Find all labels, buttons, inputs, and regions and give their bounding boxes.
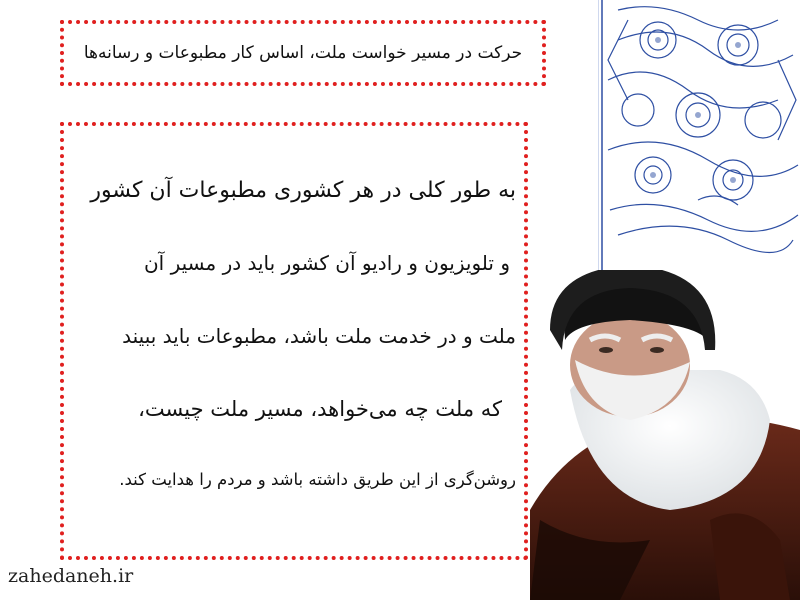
quote-line-2: و تلویزیون و رادیو آن کشور باید در مسیر آن [143,251,510,275]
title-box [60,20,546,86]
quote-line-4: که ملت چه می‌خواهد، مسیر ملت چیست، [138,397,502,421]
arabesque-ornament-icon [598,0,800,270]
quote-line-1: به طور کلی در هر کشوری مطبوعات آن کشور [90,178,516,203]
quote-line-3: ملت و در خدمت ملت باشد، مطبوعات باید ببیند [122,324,516,348]
portrait-image [530,270,800,600]
quote-line-5: روشن‌گری از این طریق داشته باشد و مردم را هدایت کند. [119,470,516,489]
quote-box [60,122,528,560]
site-watermark: zahedaneh.ir [8,565,134,587]
title-text: حرکت در مسیر خواست ملت، اساس کار مطبوعات و رسانه‌ها [83,43,523,63]
